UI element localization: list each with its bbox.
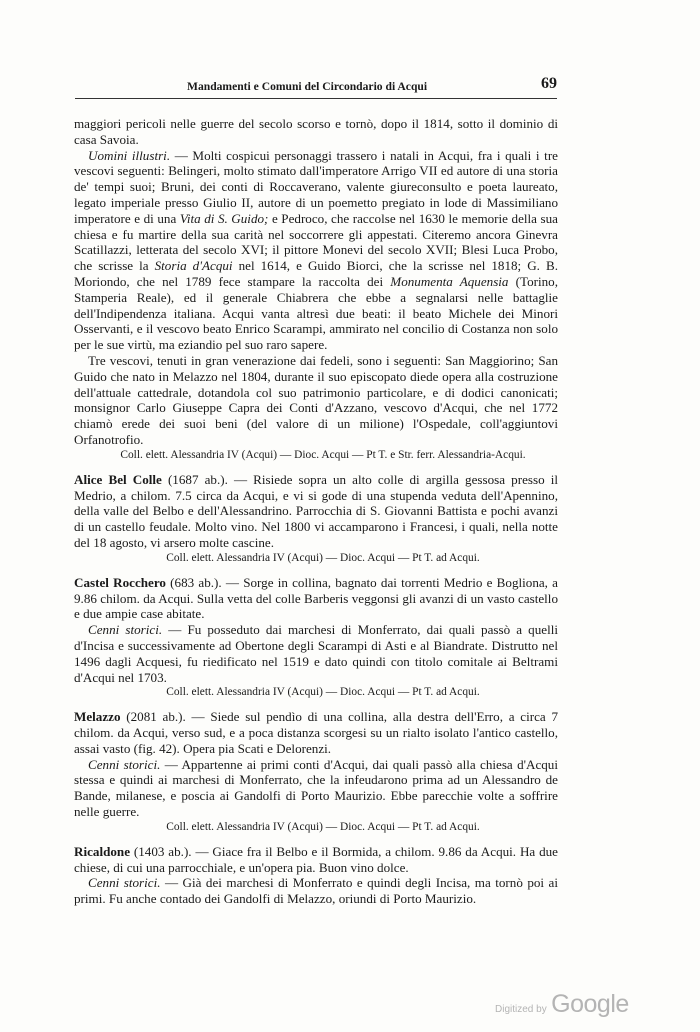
section-label-cenni-storici: Cenni storici. xyxy=(88,875,161,891)
paragraph-ricaldone-cenni: Cenni storici. — Già dei marchesi di Monferrato e quindi degli Incisa, ma tornò poi ai primi. Fu anche contado dei Gandolfi di Melazzo, oriundi di Porto Maurizio. xyxy=(74,875,558,907)
section-label-cenni-storici: Cenni storici. xyxy=(88,756,161,772)
running-header xyxy=(75,76,557,99)
section-label-cenni-storici: Cenni storici. xyxy=(88,622,163,638)
coll-line-acqui: Coll. elett. Alessandria IV (Acqui) — Dioc. Acqui — Pt T. e Str. ferr. Alessandria-Acqui. xyxy=(120,448,526,461)
google-logo: Google xyxy=(551,990,629,1018)
paragraph-melazzo-cenni: Cenni storici. — Appartenne ai primi conti d'Acqui, dai quali passò alla chiesa d'Acqui stessa e quindi ai marchesi di Monferrato, che la infeudarono prima ad un Alessandro de Bande, milanese, e poscia ai Gandolfi di Porto Maurizio. Ebbe parecchie volte a soffrire nelle guerre. xyxy=(74,756,558,820)
place-name-ricaldone: Ricaldone xyxy=(74,843,131,859)
book-title-storia-acqui: Storia d'Acqui xyxy=(154,258,233,274)
running-title: Mandamenti e Comuni del Circondario di Acqui xyxy=(187,80,428,93)
coll-line-melazzo: Coll. elett. Alessandria IV (Acqui) — Dioc. Acqui — Pt T. ad Acqui. xyxy=(166,820,480,833)
entry-alice-bel-colle: Alice Bel Colle (1687 ab.). — Risiede sopra un alto colle di argilla gessosa presso il Medrio, a chilom. 7.5 circa da Acqui, e vi si gode di una stupenda veduta dell'Apennino, della valle del Belbo e dell'Alessandrino. Parrocchia di S. Giovanni Battista e pochi avanzi di un castello feudale. Molto vino. Nel 1800 vi accamparono i Francesi, i quali, nella notte del 18 agosto, vi arsero molte cascine. xyxy=(74,471,558,550)
digitized-watermark xyxy=(495,990,629,1019)
watermark-prefix: Digitized by xyxy=(495,1004,547,1015)
paragraph-uomini-illustri: Uomini illustri. — Molti cospicui personaggi trassero i natali in Acqui, fra i quali i tre vescovi seguenti: Belingeri, molto stimato dall'imperatore Arrigo VII ed autore di una storia de' tempi suoi; Bruni, dei conti di Roccaverano, valente giureconsulto e poeta laureato, legato imperiale presso Giulio II, autore di un poemetto pregiato in lode di Massimiliano imperatore e di una Vita di S. Guido; e Pedroco, che raccolse nel 1630 le memorie della sua chiesa e fu martire della sua carità nel soccorrere gli appestati. Citeremo ancora Ginevra Scatillazzi, letterata del secolo XVI; il pittore Monevi del secolo XVII; Blesi Luca Probo, che scrisse la Storia d'Acqui nel 1614, e Guido Biorci, che la scrisse nel 1818; G. B. Moriondo, che nel 1789 fece stampare la raccolta dei Monumenta Aquensia (Torino, Stamperia Reale), ed il generale Chiabrera che ebbe a segnalarsi nelle battaglie dell'Indipendenza italiana. Acqui vanta altresì due beati: il beato Michele dei Minori Osservanti, e il vescovo beato Enrico Scarampi, ammirato nel concilio di Costanza non solo per le sue virtù, ma eziandio pel suo raro sapere. xyxy=(74,147,558,353)
place-name-alice-bel-colle: Alice Bel Colle xyxy=(74,471,162,487)
entry-castel-rocchero: Castel Rocchero (683 ab.). — Sorge in collina, bagnato dai torrenti Medrio e Bogliona, a 9.86 chilom. da Acqui. Sulla vetta del colle Barberis veggonsi gli avanzi di un vasto castello e due ampie case abitate. xyxy=(74,574,558,622)
paragraph-tre-vescovi: Tre vescovi, tenuti in gran venerazione dai fedeli, sono i seguenti: San Maggiorino; San Guido che nato in Melazzo nel 1804, durante il suo episcopato diede opera alla costruzione dell'attuale cattedrale, dotandola col suo patrimonio particolare, e di dodici canonicati; monsignor Carlo Giuseppe Capra dei Conti d'Azzano, vescovo d'Acqui, che nel 1772 chiamò erede dei suoi beni (del valore di un milione) l'Ospedale, coll'aggiuntovi Orfanotrofio. xyxy=(74,352,558,447)
place-name-castel-rocchero: Castel Rocchero xyxy=(74,574,166,590)
page-number: 69 xyxy=(541,75,557,92)
page-body xyxy=(74,116,558,907)
entry-melazzo: Melazzo (2081 ab.). — Siede sul pendìo di una collina, alla destra dell'Erro, a circa 7 chilom. da Acqui, verso sud, e a poca distanza scorgesi su un rialto isolato l'antico castello, assai vasto (fig. 42). Opera pia Scati e Delorenzi. xyxy=(74,709,558,756)
book-title-monumenta: Monumenta Aquensia xyxy=(390,273,509,289)
place-name-melazzo: Melazzo xyxy=(74,709,121,725)
paragraph-castel-cenni: Cenni storici. — Fu posseduto dai marchesi di Monferrato, dai quali passò a quelli d'Incisa e successivamente ad Obertone degli Scarampi di Asti e al Biandrate. Distrutto nel 1496 dagli Acquesi, fu riedificato nel 1519 e dato quindi con titolo comitale ai Beltrami d'Acqui nel 1703. xyxy=(74,622,558,685)
entry-ricaldone: Ricaldone (1403 ab.). — Giace fra il Belbo e il Bormida, a chilom. 9.86 da Acqui. Ha due chiese, di cui una parrocchiale, e un'opera pia. Buon vino dolce. xyxy=(74,843,558,875)
paragraph-acqui-end: maggiori pericoli nelle guerre del secolo scorso e tornò, dopo il 1814, sotto il dominio di casa Savoia. xyxy=(74,116,558,147)
section-label-uomini-illustri: Uomini illustri. xyxy=(88,147,171,163)
coll-line-alice: Coll. elett. Alessandria IV (Acqui) — Dioc. Acqui — Pt T. ad Acqui. xyxy=(166,551,480,564)
book-title-vita-s-guido: Vita di S. Guido; xyxy=(179,210,269,226)
coll-line-castel: Coll. elett. Alessandria IV (Acqui) — Dioc. Acqui — Pt T. ad Acqui. xyxy=(166,686,480,699)
